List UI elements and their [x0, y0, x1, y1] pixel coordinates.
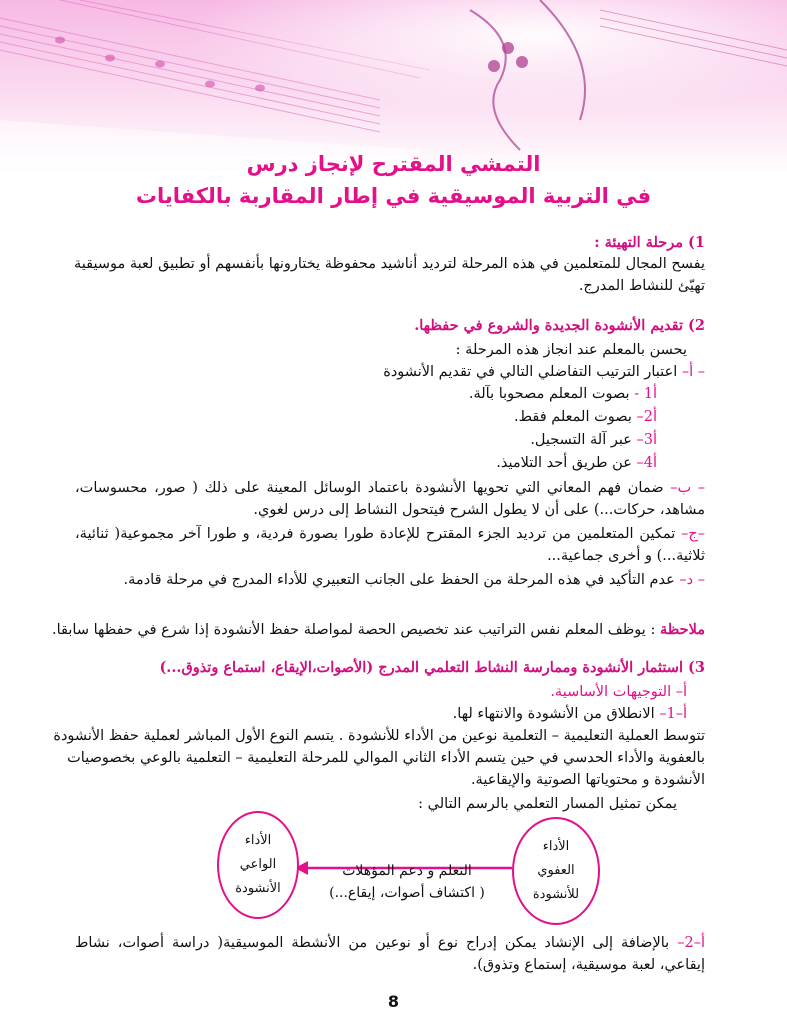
list-text: عن طريق أحد التلاميذ.: [496, 455, 632, 471]
page-number: 8: [387, 992, 400, 1011]
section-1-text-line-2: تهيّئ للنشاط المدرج.: [578, 278, 705, 294]
diagram-intro: يمكن تمثيل المسار التعلمي بالرسم التالي :: [418, 796, 677, 812]
list-marker: أ2–: [636, 409, 657, 425]
section-1-text-line-1: يفسح المجال للمتعلمين في هذه المرحلة لترديد أناشيد محفوظة يختارونها بأنفسهم أو تطبيق لعبة موسيقية: [74, 256, 705, 272]
list-item-a: [75, 362, 705, 382]
list-item-a1: [27, 384, 657, 404]
diagram-node-spontaneous-performance: [512, 817, 600, 925]
list-marker: – د–: [679, 572, 705, 588]
section-2-intro: يحسن بالمعلم عند انجاز هذه المرحلة :: [455, 342, 687, 358]
list-text: اعتبار الترتيب التفاضلي التالي في تقديم الأنشودة: [383, 364, 678, 380]
node-label: الأداء: [542, 839, 570, 854]
node-label: الواعي: [239, 857, 277, 872]
node-label: الأنشودة: [235, 881, 281, 896]
list-item-a2: [27, 407, 657, 427]
list-marker: أ3–: [636, 432, 657, 448]
list-text: عدم التأكيد في هذه المرحلة من الحفظ على الجانب التعبيري للأداء المدرج في مرحلة قادمة.: [123, 572, 675, 588]
diagram-arrow-label: [292, 860, 522, 904]
section-1-heading: 1) مرحلة التهيئة :: [594, 234, 705, 251]
section-3-heading: 3) استثمار الأنشودة وممارسة النشاط التعلمي المدرج (الأصوات،الإيقاع، استماع وتذوق...): [159, 659, 705, 676]
note-label: ملاحظة: [659, 621, 705, 638]
note: [52, 620, 705, 640]
list-item-a3: [27, 430, 657, 450]
section-3-paragraph-line-3: الأنشودة و محتوياتها الصوتية والإيقاعية.: [470, 772, 705, 788]
list-text: بصوت المعلم فقط.: [513, 409, 632, 425]
list-marker: أ4–: [636, 455, 657, 471]
list-item-b-continued: مشاهد، حركات...) على أن لا يطول الشرح فيتحول النشاط إلى درس لغوي.: [253, 502, 705, 518]
section-3-paragraph-line-1: تتوسط العملية التعليمية – التعلمية نوعين من الأداء للأنشودة . يتسم النوع الأول المباشر لعملية حفظ الأنشودة: [53, 728, 705, 744]
list-item-d: [75, 570, 705, 590]
list-text: ضمان فهم المعاني التي تحويها الأنشودة باعتماد الوسائل المعينة على ذلك ( صور، محسوسات،: [75, 480, 664, 496]
list-marker: – ب–: [670, 480, 706, 496]
section-3-paragraph-line-2: بالعفوية والأداء الحدسي في حين يتسم الأداء الثاني الموالي للمرحلة التعليمية – التعلمية بالوعي بخصوصيات: [67, 750, 705, 766]
list-marker: –ج–: [681, 526, 705, 542]
list-text: بصوت المعلم مصحوبا بآلة.: [468, 386, 630, 402]
list-item-c: [75, 524, 705, 544]
list-marker: أ1 -: [634, 386, 657, 402]
diagram-node-conscious-performance: [217, 811, 299, 919]
page-title-line-2: في التربية الموسيقية في إطار المقاربة بالكفايات: [135, 184, 652, 208]
node-label: للأنشودة: [532, 887, 580, 902]
section-3-item-a2: [75, 933, 705, 953]
arrow-label-line-2: ( اكتشاف أصوات، إيقاع...): [329, 885, 485, 901]
list-marker: أ–2–: [677, 935, 705, 951]
section-3-subheading: أ– التوجيهات الأساسية.: [550, 684, 687, 700]
list-text: تمكين المتعلمين من ترديد الجزء المقترح للإعادة طورا بصورة فردية، و طورا آخر مجموعية( ثنائية،: [75, 526, 676, 542]
list-marker: أ–1–: [659, 706, 687, 722]
list-text: بالإضافة إلى الإنشاد يمكن إدراج نوع أو نوعين من الأنشطة الموسيقية( دراسة أصوات، نشاط: [75, 935, 670, 951]
node-label: العفوي: [537, 863, 575, 878]
section-3-item-a1: [57, 704, 687, 724]
node-label: الأداء: [244, 833, 272, 848]
section-2-heading: 2) تقديم الأنشودة الجديدة والشروع في حفظها.: [414, 317, 705, 334]
arrow-label-line-1: التعلم و دعم المؤهلات: [342, 863, 472, 879]
list-item-a4: [27, 453, 657, 473]
section-3-item-a2-continued: إيقاعي، لعبة موسيقية، إستماع وتذوق).: [472, 957, 705, 973]
note-text: : يوظف المعلم نفس التراتيب عند تخصيص الحصة لمواصلة حفظ الأنشودة إذا شرع في حفظها سابقا.: [52, 622, 656, 638]
list-item-b: [75, 478, 705, 498]
list-marker: – أ–: [681, 364, 705, 380]
list-text: الانطلاق من الأنشودة والانتهاء لها.: [452, 706, 655, 722]
page-title-line-1: التمشي المقترح لإنجاز درس: [246, 152, 541, 176]
list-text: عبر آلة التسجيل.: [530, 432, 632, 448]
list-item-c-continued: ثلاثية...) و أخرى جماعية...: [547, 548, 705, 564]
